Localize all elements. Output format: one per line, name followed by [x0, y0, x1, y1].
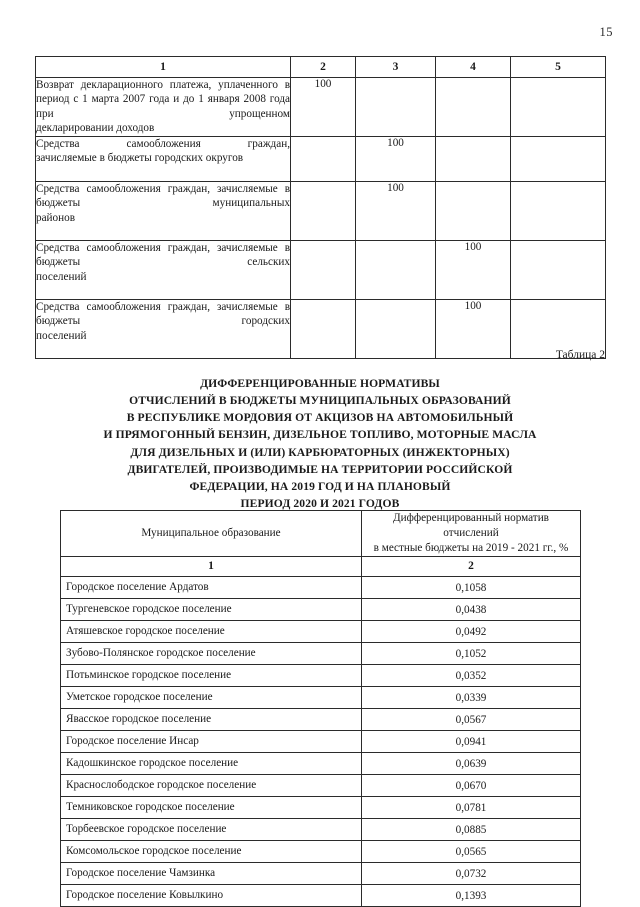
desc-line: зачисляемые в бюджеты муниципальных — [36, 183, 290, 210]
heading-line: ДЛЯ ДИЗЕЛЬНЫХ И (ИЛИ) КАРБЮРАТОРНЫХ (ИНЖЕКТОРНЫХ) — [130, 445, 510, 459]
normative-value: 0,0885 — [362, 819, 581, 841]
municipality-name: Городское поселение Ковылкино — [61, 885, 362, 907]
cell-col5 — [511, 182, 606, 241]
table-row — [61, 797, 581, 819]
column-number-2: 2 — [362, 557, 581, 577]
column-header-2: 2 — [291, 57, 356, 78]
cell-col4: 100 — [436, 241, 511, 300]
heading-line: В РЕСПУБЛИКЕ МОРДОВИЯ ОТ АКЦИЗОВ НА АВТОМОБИЛЬНЫЙ — [126, 411, 514, 425]
table-row — [61, 863, 581, 885]
desc-line: зачисляемые в бюджеты сельских — [36, 242, 290, 269]
table-row — [61, 709, 581, 731]
cell-col4 — [436, 78, 511, 137]
row-description — [36, 300, 291, 359]
municipality-name: Явасское городское поселение — [61, 709, 362, 731]
desc-line: Средства самообложения граждан, — [36, 242, 211, 254]
desc-line: до 1 января 2008 года при упрощенном — [36, 93, 291, 120]
municipality-name: Кадошкинское городское поселение — [61, 753, 362, 775]
municipality-name: Атяшевское городское поселение — [61, 621, 362, 643]
cell-col3 — [356, 300, 436, 359]
normative-value: 0,0352 — [362, 665, 581, 687]
header-line-1: Дифференцированный норматив отчислений — [393, 512, 549, 540]
desc-line: Средства самообложения граждан, — [36, 301, 211, 313]
municipality-name: Зубово-Полянское городское поселение — [61, 643, 362, 665]
desc-line: поселений — [36, 329, 87, 342]
cell-col5 — [511, 137, 606, 182]
desc-line: поселений — [36, 270, 87, 283]
heading-line: ОТЧИСЛЕНИЙ В БЮДЖЕТЫ МУНИЦИПАЛЬНЫХ ОБРАЗОВАНИЙ — [129, 394, 511, 408]
municipality-name: Уметское городское поселение — [61, 687, 362, 709]
table-row — [61, 621, 581, 643]
table-row — [36, 300, 606, 359]
heading-line: И ПРЯМОГОННЫЙ БЕНЗИН, ДИЗЕЛЬНОЕ ТОПЛИВО, МОТОРНЫЕ МАСЛА — [103, 428, 537, 442]
municipality-name: Городское поселение Чамзинка — [61, 863, 362, 885]
cell-col3 — [356, 241, 436, 300]
table-row — [61, 687, 581, 709]
normative-value: 0,0670 — [362, 775, 581, 797]
desc-line: зачисляемые в бюджеты городских округов — [36, 152, 244, 165]
cell-col5 — [511, 78, 606, 137]
table-row — [36, 137, 606, 182]
heading-line: ДИФФЕРЕНЦИРОВАННЫЕ НОРМАТИВЫ — [200, 377, 440, 390]
table-row-header — [36, 57, 606, 78]
municipality-name: Городское поселение Инсар — [61, 731, 362, 753]
normative-value: 0,1052 — [362, 643, 581, 665]
municipality-name: Потьминское городское поселение — [61, 665, 362, 687]
row-description — [36, 78, 291, 137]
desc-line: районов — [36, 211, 76, 224]
normative-value: 0,1058 — [362, 577, 581, 599]
municipality-name: Торбеевское городское поселение — [61, 819, 362, 841]
normative-value: 0,0732 — [362, 863, 581, 885]
header-line-2: в местные бюджеты на 2019 - 2021 гг., % — [373, 542, 569, 555]
table-row — [36, 182, 606, 241]
section-heading — [0, 375, 640, 512]
row-description — [36, 137, 291, 182]
cell-col2 — [291, 182, 356, 241]
cell-col5 — [511, 241, 606, 300]
desc-line: уплаченного в период с 1 марта 2007 года и — [36, 79, 291, 106]
column-header-5: 5 — [511, 57, 606, 78]
table-row — [61, 841, 581, 863]
cell-col3: 100 — [356, 182, 436, 241]
cell-col2 — [291, 137, 356, 182]
budget-normatives-table — [35, 56, 606, 359]
normative-value: 0,0781 — [362, 797, 581, 819]
municipality-name: Темниковское городское поселение — [61, 797, 362, 819]
table-row — [61, 731, 581, 753]
cell-col3: 100 — [356, 137, 436, 182]
table-row — [61, 775, 581, 797]
heading-line: ДВИГАТЕЛЕЙ, ПРОИЗВОДИМЫЕ НА ТЕРРИТОРИИ РОССИЙСКОЙ — [127, 462, 513, 476]
table-row — [61, 885, 581, 907]
cell-col4 — [436, 182, 511, 241]
cell-col4 — [436, 137, 511, 182]
normative-value: 0,0639 — [362, 753, 581, 775]
desc-line: декларировании доходов — [36, 121, 155, 134]
table-row — [61, 643, 581, 665]
desc-line: зачисляемые в бюджеты городских — [36, 301, 290, 328]
municipal-normatives-table — [60, 510, 581, 907]
table-row — [61, 665, 581, 687]
column-header-4: 4 — [436, 57, 511, 78]
cell-col3 — [356, 78, 436, 137]
normative-value: 0,0941 — [362, 731, 581, 753]
table-row — [61, 577, 581, 599]
desc-line: Возврат декларационного платежа, — [36, 79, 212, 91]
table-row — [36, 78, 606, 137]
cell-col2 — [291, 241, 356, 300]
column-header-3: 3 — [356, 57, 436, 78]
column-header-1: 1 — [36, 57, 291, 78]
heading-line: ФЕДЕРАЦИИ, НА 2019 ГОД И НА ПЛАНОВЫЙ — [189, 479, 451, 493]
column-header-normative — [362, 511, 581, 557]
cell-col2: 100 — [291, 78, 356, 137]
cell-col4: 100 — [436, 300, 511, 359]
table-row — [61, 599, 581, 621]
cell-col2 — [291, 300, 356, 359]
municipality-name: Тургеневское городское поселение — [61, 599, 362, 621]
table-row — [61, 753, 581, 775]
table-row — [61, 819, 581, 841]
desc-line: Средства самообложения граждан, — [36, 183, 211, 195]
normative-value: 0,0567 — [362, 709, 581, 731]
column-number-1: 1 — [61, 557, 362, 577]
municipality-name: Комсомольское городское поселение — [61, 841, 362, 863]
column-header-municipality: Муниципальное образование — [61, 511, 362, 557]
table-row-header — [61, 511, 581, 557]
normative-value: 0,0438 — [362, 599, 581, 621]
table-caption-label: Таблица 2 — [555, 349, 605, 361]
normative-value: 0,0339 — [362, 687, 581, 709]
page-number: 15 — [599, 25, 613, 39]
municipality-name: Городское поселение Ардатов — [61, 577, 362, 599]
table-row — [36, 241, 606, 300]
normative-value: 0,0565 — [362, 841, 581, 863]
row-description — [36, 241, 291, 300]
heading-line: ПЕРИОД 2020 И 2021 ГОДОВ — [240, 497, 400, 511]
normative-value: 0,0492 — [362, 621, 581, 643]
table-row-numbering — [61, 557, 581, 577]
row-description — [36, 182, 291, 241]
municipality-name: Краснослободское городское поселение — [61, 775, 362, 797]
normative-value: 0,1393 — [362, 885, 581, 907]
desc-line: Средства самообложения граждан, — [36, 138, 290, 150]
